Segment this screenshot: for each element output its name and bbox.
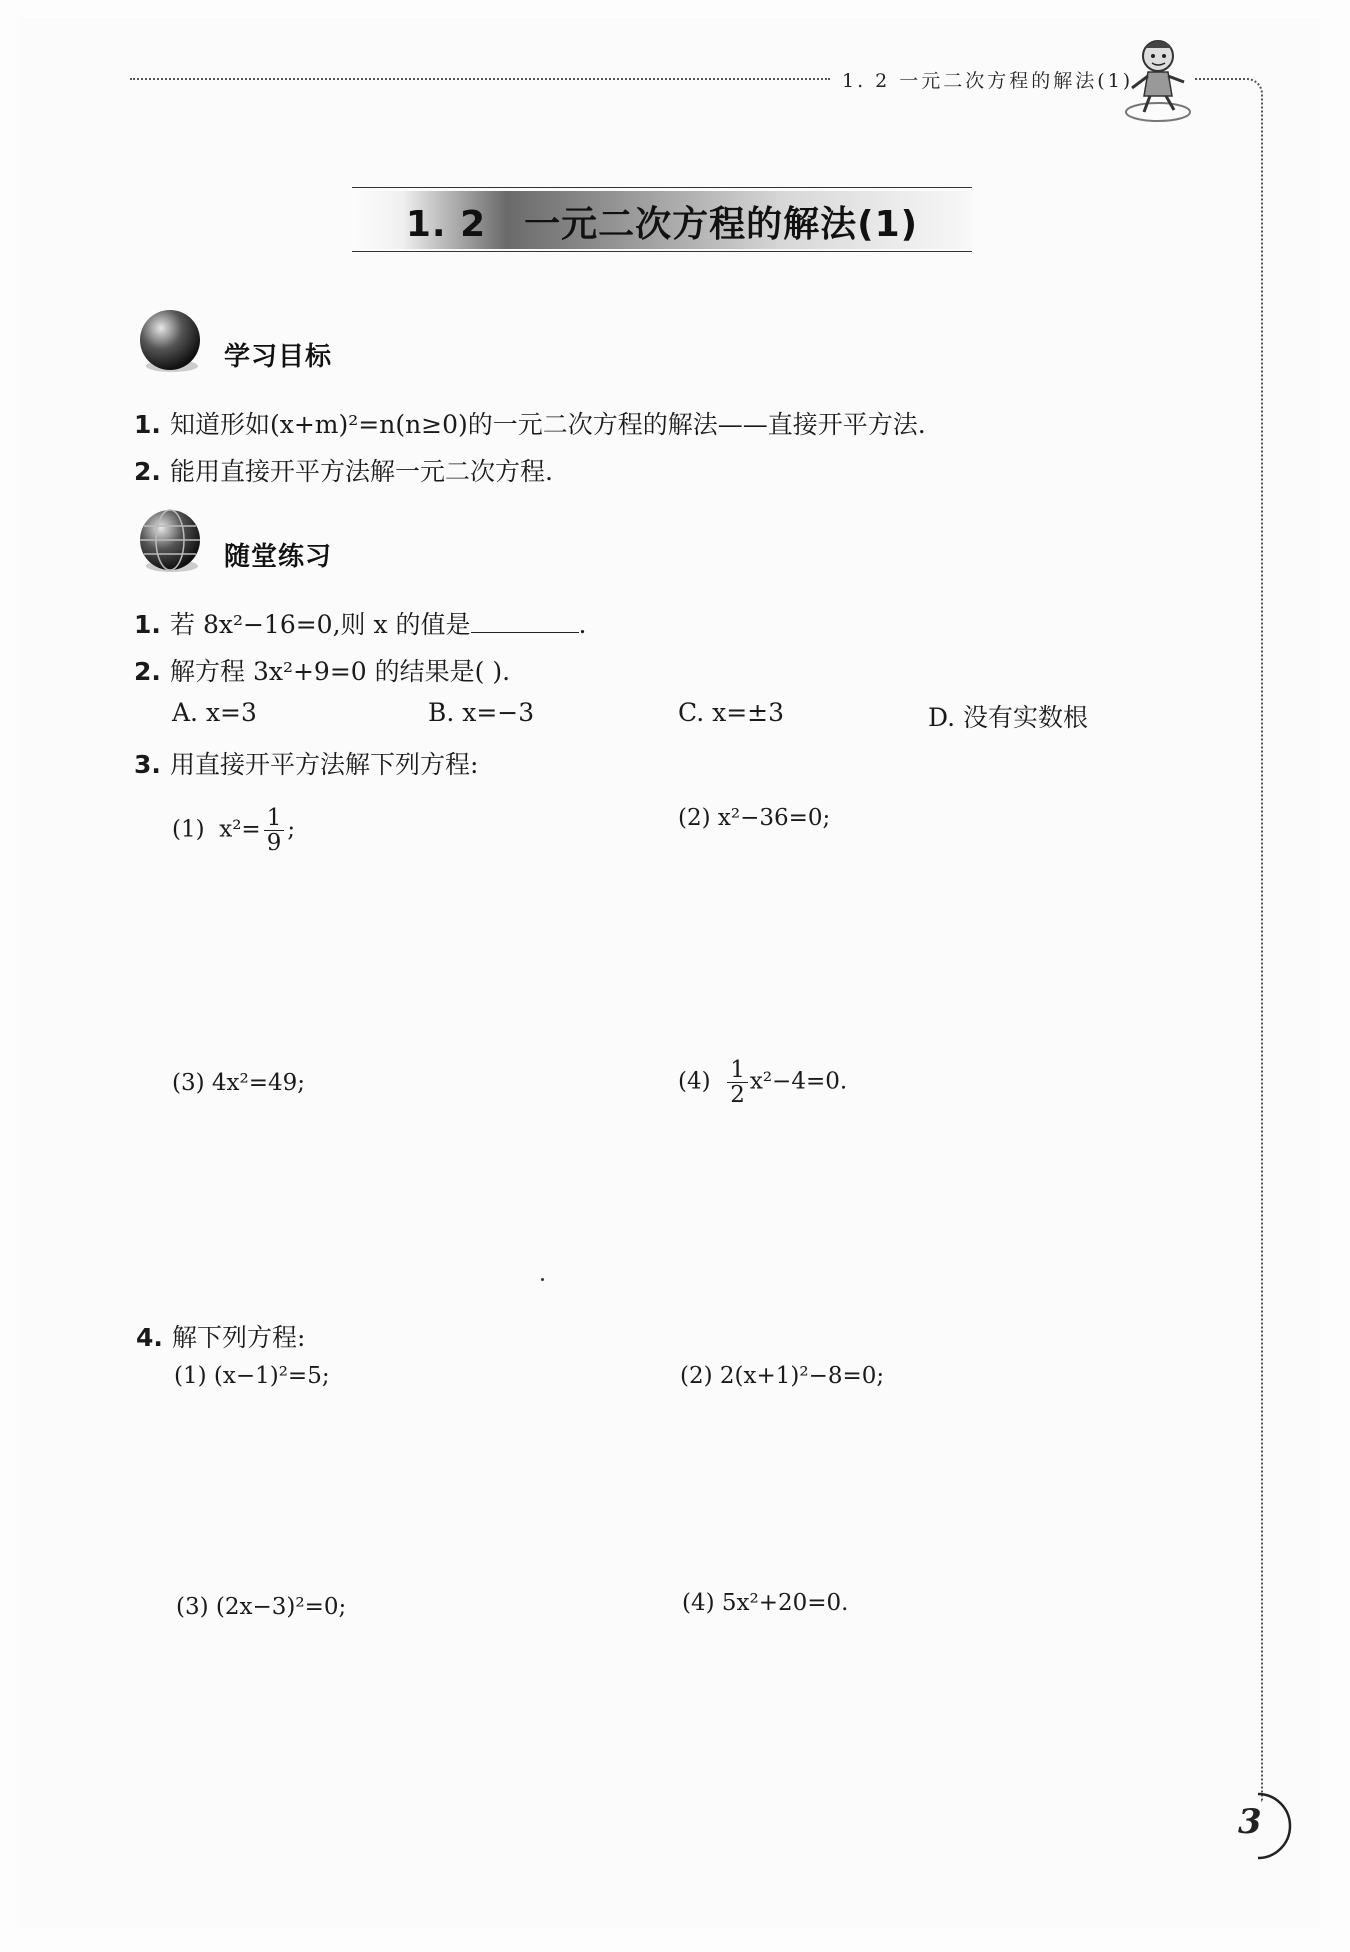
section-heading-goals: 学习目标 bbox=[224, 342, 333, 372]
page-number: 3 bbox=[1238, 1802, 1262, 1842]
question-4 bbox=[136, 1318, 305, 1354]
fraction bbox=[727, 1058, 748, 1107]
equation-lhs: x²= bbox=[219, 816, 261, 843]
question-2 bbox=[134, 652, 510, 688]
question-3-part-1 bbox=[172, 806, 295, 855]
question-3 bbox=[134, 745, 478, 781]
question-3-part-3: (3) 4x²=49; bbox=[172, 1070, 306, 1096]
question-number: 4. bbox=[136, 1323, 163, 1352]
equation-rest: x²−4=0. bbox=[749, 1068, 848, 1095]
fraction-denominator: 2 bbox=[730, 1082, 745, 1108]
question-3-text: 用直接开平方法解下列方程: bbox=[170, 750, 479, 779]
option-c: C. x=±3 bbox=[678, 698, 785, 727]
question-4-part-2: (2) 2(x+1)²−8=0; bbox=[680, 1363, 885, 1389]
title-rule-top bbox=[352, 187, 972, 188]
question-4-text: 解下列方程: bbox=[172, 1323, 306, 1352]
fraction-numerator: 1 bbox=[727, 1058, 748, 1083]
question-4-part-1: (1) (x−1)²=5; bbox=[174, 1363, 330, 1389]
goal-text: 知道形如(x+m)²=n(n≥0)的一元二次方程的解法——直接开平方法. bbox=[170, 410, 926, 439]
goal-item-1 bbox=[134, 405, 926, 441]
goal-number: 2. bbox=[134, 457, 161, 486]
question-1-end: . bbox=[578, 610, 587, 639]
fraction-numerator: 1 bbox=[264, 806, 285, 831]
part-label: (1) bbox=[172, 816, 205, 843]
fraction-denominator: 9 bbox=[266, 830, 282, 856]
header-dotted-rule bbox=[130, 78, 830, 80]
page-border-dotted bbox=[1195, 78, 1263, 1802]
goal-text: 能用直接开平方法解一元二次方程. bbox=[170, 457, 553, 486]
title-rule-bottom bbox=[352, 251, 972, 252]
stray-mark bbox=[541, 1278, 544, 1281]
option-b: B. x=−3 bbox=[428, 698, 535, 727]
question-4-part-3: (3) (2x−3)²=0; bbox=[176, 1594, 347, 1620]
page-sheet bbox=[20, 18, 1320, 1928]
mascot-illustration bbox=[1118, 32, 1198, 124]
lesson-number: 1. 2 bbox=[405, 204, 487, 245]
question-1-text: 若 8x²−16=0,则 x 的值是 bbox=[170, 610, 471, 639]
lesson-title-text: 一元二次方程的解法(1) bbox=[524, 204, 919, 245]
part-label: (4) bbox=[678, 1068, 711, 1095]
lesson-title bbox=[352, 196, 972, 247]
globe-grid-icon bbox=[134, 506, 206, 578]
question-3-part-2: (2) x²−36=0; bbox=[678, 805, 831, 831]
question-number: 1. bbox=[134, 610, 161, 639]
equation-end: ; bbox=[287, 816, 296, 843]
question-1 bbox=[134, 605, 586, 641]
question-number: 3. bbox=[134, 750, 161, 779]
question-3-part-4 bbox=[678, 1058, 847, 1107]
question-2-text: 解方程 3x²+9=0 的结果是( ). bbox=[170, 657, 511, 686]
running-header: 1. 2 一元二次方程的解法(1) bbox=[842, 70, 1134, 92]
goal-number: 1. bbox=[134, 410, 161, 439]
answer-blank[interactable] bbox=[471, 608, 579, 633]
globe-icon bbox=[134, 306, 206, 378]
fraction bbox=[264, 806, 285, 855]
goal-item-2 bbox=[134, 452, 553, 488]
option-a: A. x=3 bbox=[172, 698, 257, 727]
section-heading-practice: 随堂练习 bbox=[224, 542, 333, 572]
question-number: 2. bbox=[134, 657, 161, 686]
question-4-part-4: (4) 5x²+20=0. bbox=[682, 1590, 849, 1616]
option-d: D. 没有实数根 bbox=[928, 703, 1089, 732]
